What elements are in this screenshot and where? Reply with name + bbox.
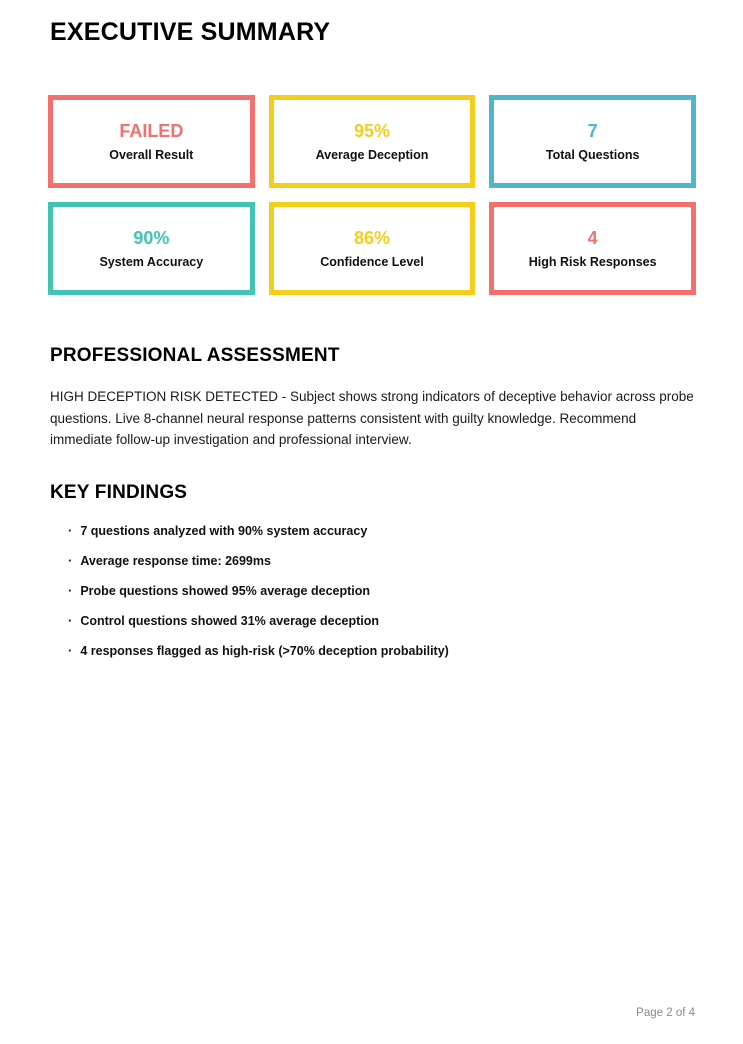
stat-card-system-accuracy xyxy=(48,202,255,295)
stat-card-label: Total Questions xyxy=(545,147,640,162)
stat-cards-grid xyxy=(48,95,696,295)
stat-card-value: 4 xyxy=(587,227,598,248)
stat-card-high-risk-responses xyxy=(489,202,696,295)
professional-assessment-body: HIGH DECEPTION RISK DETECTED - Subject shows strong indicators of deceptive behavior across probe questions. Live 8-channel neural response patterns consistent with guilty knowledge. Recommend immediate follow-up investigation and professional interview. xyxy=(50,389,694,447)
stat-card-label: System Accuracy xyxy=(99,254,204,269)
finding-text: 7 questions analyzed with 90% system accuracy xyxy=(80,524,368,538)
stat-card-confidence-level xyxy=(269,202,476,295)
finding-text: Average response time: 2699ms xyxy=(80,554,271,568)
stat-card-overall-result xyxy=(48,95,255,188)
professional-assessment-heading: PROFESSIONAL ASSESSMENT xyxy=(50,345,340,366)
page-title: EXECUTIVE SUMMARY xyxy=(50,18,331,46)
finding-text: Control questions showed 31% average deception xyxy=(80,614,380,628)
finding-item xyxy=(68,644,688,658)
bullet-icon: · xyxy=(68,583,73,598)
stat-card-value: 7 xyxy=(587,120,598,141)
stat-card-label: Overall Result xyxy=(109,147,194,162)
bullet-icon: · xyxy=(68,523,73,538)
stat-card-value: 86% xyxy=(353,227,390,248)
stat-card-value: 90% xyxy=(133,227,170,248)
finding-item xyxy=(68,584,688,598)
stat-card-label: Confidence Level xyxy=(320,254,424,269)
finding-text: Probe questions showed 95% average deception xyxy=(80,584,371,598)
stat-card-total-questions xyxy=(489,95,696,188)
bullet-icon: · xyxy=(68,553,73,568)
stat-card-average-deception xyxy=(269,95,476,188)
bullet-icon: · xyxy=(68,613,73,628)
bullet-icon: · xyxy=(68,643,73,658)
stat-card-value: FAILED xyxy=(119,120,184,141)
key-findings-list xyxy=(68,524,688,674)
stat-card-value: 95% xyxy=(353,120,390,141)
page-number: Page 2 of 4 xyxy=(636,1007,695,1019)
finding-text: 4 responses flagged as high-risk (>70% deception probability) xyxy=(80,644,449,658)
stat-card-label: Average Deception xyxy=(315,147,429,162)
finding-item xyxy=(68,614,688,628)
key-findings-heading: KEY FINDINGS xyxy=(50,482,188,503)
finding-item xyxy=(68,554,688,568)
stat-card-label: High Risk Responses xyxy=(528,254,657,269)
finding-item xyxy=(68,524,688,538)
